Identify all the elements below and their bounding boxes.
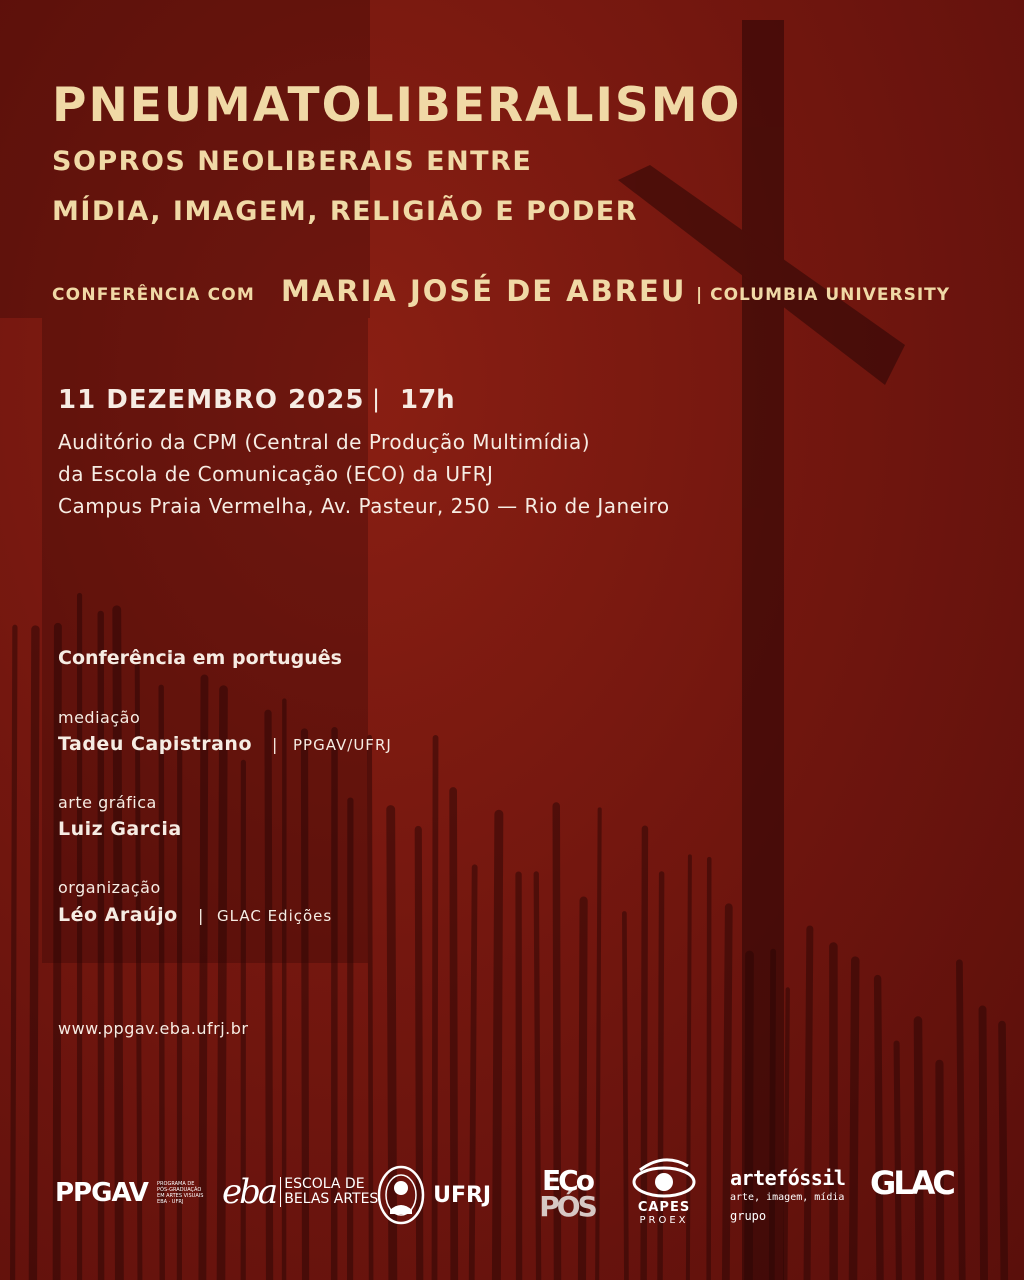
artefossil-sub: grupo [730,1209,767,1223]
background-stake [709,859,710,1280]
event-time: 17h [400,385,455,415]
ppgav-desc-line-2: PÓS-GRADUAÇÃO [157,1187,202,1193]
ecopos-line-1: ECo [542,1164,592,1197]
subtitle-line-2: MÍDIA, IMAGEM, RELIGIÃO E PODER [52,196,639,227]
background-stake [983,1009,985,1280]
background-stake [772,952,773,1280]
background-stake [749,955,750,1280]
graphic-art-name: Luiz Garcia [58,818,182,840]
artefossil-name: artefóssil [730,1166,846,1190]
mediation-separator: | [272,735,278,754]
background-stake [582,901,584,1280]
ufrj-logo [376,1164,491,1226]
event-date: 11 DEZEMBRO 2025 [58,385,365,415]
date-time-separator: | [372,385,381,413]
background-stake [13,627,15,1280]
background-stake [519,875,520,1280]
ecopos-line-2: PÓS [539,1190,595,1223]
ecopos-logo [534,1164,600,1223]
poster-title: PNEUMATOLIBERALISMO [52,78,742,133]
background-stake [853,961,855,1280]
eba-text-line-1: ESCOLA DE [284,1176,365,1192]
organization-separator: | [198,906,204,925]
background-stake [807,929,810,1280]
background-stake [1002,1025,1004,1280]
background-stake [918,1021,920,1280]
venue-line-3: Campus Praia Vermelha, Av. Pasteur, 250 — Rio de Janeiro [58,494,670,518]
capes-name: CAPES [637,1200,691,1215]
ppgav-logo-name: PPGAV [55,1178,148,1208]
background-stake [33,630,36,1280]
glac-name: GLAC [870,1164,953,1202]
subtitle-line-1: SOPROS NEOLIBERAIS ENTRE [52,146,533,177]
speaker-name: MARIA JOSÉ DE ABREU [281,274,687,308]
website-link[interactable]: www.ppgav.eba.ufrj.br [58,1019,249,1038]
ppgav-desc-line-1: PROGRAMA DE [157,1181,195,1187]
organization-name: Léo Araújo [58,904,178,926]
ufrj-logo-name: UFRJ [433,1182,492,1208]
organization-role: organização [58,878,161,897]
speaker-affiliation: | COLUMBIA UNIVERSITY [696,285,951,305]
capes-eye-icon [630,1156,698,1200]
ppgav-desc-line-3: EM ARTES VISUAIS [157,1193,204,1199]
capes-sub: PROEX [639,1215,689,1226]
background-stake [878,979,880,1280]
background-stake [496,814,498,1280]
eba-logo-text [280,1177,378,1207]
organization-affiliation: GLAC Edições [217,907,333,925]
conference-label: CONFERÊNCIA COM [52,285,256,305]
eba-text-line-2: BELAS ARTES [284,1191,379,1207]
ppgav-logo [55,1178,203,1208]
artefossil-logo [730,1166,845,1223]
background-stake [785,989,788,1280]
eba-logo [222,1172,378,1212]
background-stake [897,1044,899,1280]
mediation-affiliation: PPGAV/UFRJ [293,736,392,754]
background-stake [959,963,962,1280]
glac-logo [870,1164,953,1202]
ppgav-logo-desc [157,1181,203,1205]
venue-line-1: Auditório da CPM (Central de Produção Multimídia) [58,430,591,454]
mediation-name: Tadeu Capistrano [58,733,253,755]
artefossil-tagline: arte, imagem, mídia [730,1192,845,1203]
background-stake [726,907,729,1280]
capes-logo [626,1156,702,1226]
venue-line-2: da Escola de Comunicação (ECO) da UFRJ [58,462,494,486]
language-note: Conferência em português [58,647,342,669]
ppgav-desc-line-4: EBA · UFRJ [157,1199,184,1205]
ufrj-emblem-icon [376,1164,426,1226]
mediation-role: mediação [58,708,141,727]
eba-logo-mark: eba [222,1172,276,1212]
graphic-art-role: arte gráfica [58,793,157,812]
